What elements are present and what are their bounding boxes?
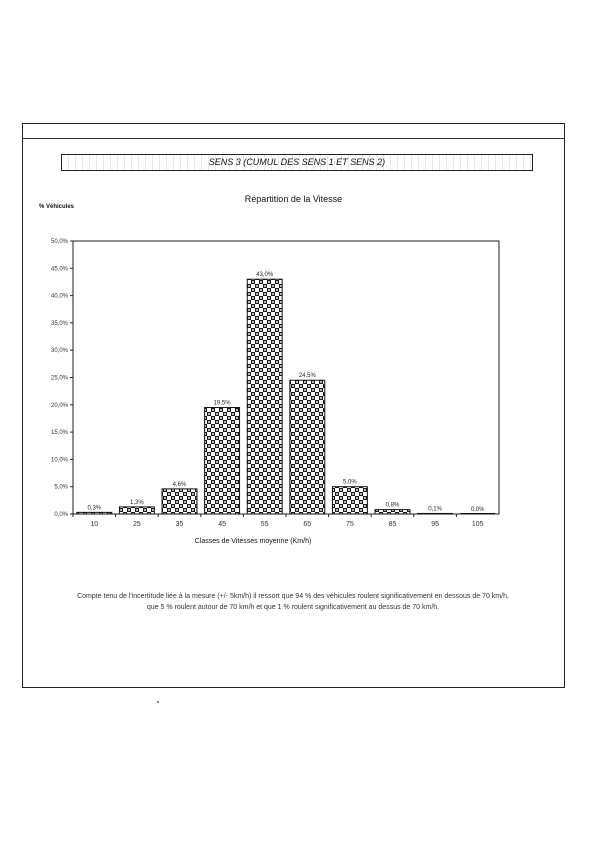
- y-tick-label: 0,0%: [54, 512, 68, 518]
- y-tick-label: 25,0%: [50, 375, 68, 382]
- y-tick-label: 15,0%: [50, 430, 68, 437]
- bar: [418, 513, 453, 514]
- y-tick-label: 20,0%: [50, 402, 68, 409]
- data-label: 0,3%: [87, 505, 102, 512]
- bar: [205, 408, 240, 514]
- bar: [332, 487, 367, 514]
- x-tick-label: 45: [218, 521, 226, 528]
- analysis-note: [53, 591, 533, 613]
- x-tick-label: 25: [133, 521, 141, 528]
- bar: [247, 279, 282, 514]
- bar: [162, 489, 197, 514]
- data-label: 0,8%: [385, 502, 400, 509]
- bar: [290, 380, 325, 514]
- x-tick-label: 55: [260, 521, 269, 528]
- data-label: 0,1%: [428, 506, 442, 513]
- x-tick-label: 75: [346, 521, 354, 528]
- data-label: 0,0%: [470, 507, 485, 513]
- y-tick-label: 30,0%: [50, 348, 68, 355]
- data-label: 4,6%: [172, 481, 187, 488]
- x-tick-label: 105: [471, 521, 484, 528]
- x-tick-label: 95: [431, 521, 439, 528]
- data-label: 43,0%: [256, 272, 274, 279]
- analysis-note-line-2: que 5 % roulent autour de 70 km/h et que 1 % roulent significativement au dessus de 70 km/h.: [146, 604, 440, 611]
- scan-speck: [157, 701, 159, 703]
- y-tick-label: 45,0%: [50, 266, 68, 273]
- bar: [375, 510, 410, 514]
- plot-area: [73, 241, 499, 514]
- data-label: 24,5%: [298, 373, 316, 380]
- report-frame: [22, 123, 565, 688]
- data-label: 1,3%: [130, 499, 144, 506]
- speed-distribution-chart: [23, 124, 566, 534]
- y-tick-label: 35,0%: [50, 320, 68, 327]
- x-tick-label: 85: [388, 521, 397, 528]
- chart-title: Répartition de la Vitesse: [244, 194, 343, 204]
- data-label: 19,5%: [213, 400, 231, 407]
- analysis-note-line-1: Compte tenu de l'incertitude liée à la mesure (+/- 5km/h) il ressort que 94 % des véhicules roulent significativement en dessous de 70 km/h,: [77, 593, 509, 600]
- section-subtitle: SENS 3 (CUMUL DES SENS 1 ET SENS 2): [61, 154, 533, 171]
- data-label: 5,0%: [343, 479, 357, 486]
- x-tick-label: 10: [90, 521, 99, 528]
- x-axis-label: Classes de Vitesses moyenne (Km/h): [194, 538, 312, 545]
- y-tick-label: 5,0%: [54, 484, 68, 491]
- bar: [77, 512, 112, 514]
- y-tick-label: 50,0%: [50, 239, 68, 245]
- y-tick-label: 40,0%: [50, 293, 68, 300]
- y-tick-label: 10,0%: [50, 457, 68, 464]
- x-tick-label: 65: [303, 521, 312, 528]
- y-axis-label: % Véhicules: [39, 204, 75, 210]
- bar: [119, 507, 154, 514]
- x-tick-label: 35: [175, 521, 184, 528]
